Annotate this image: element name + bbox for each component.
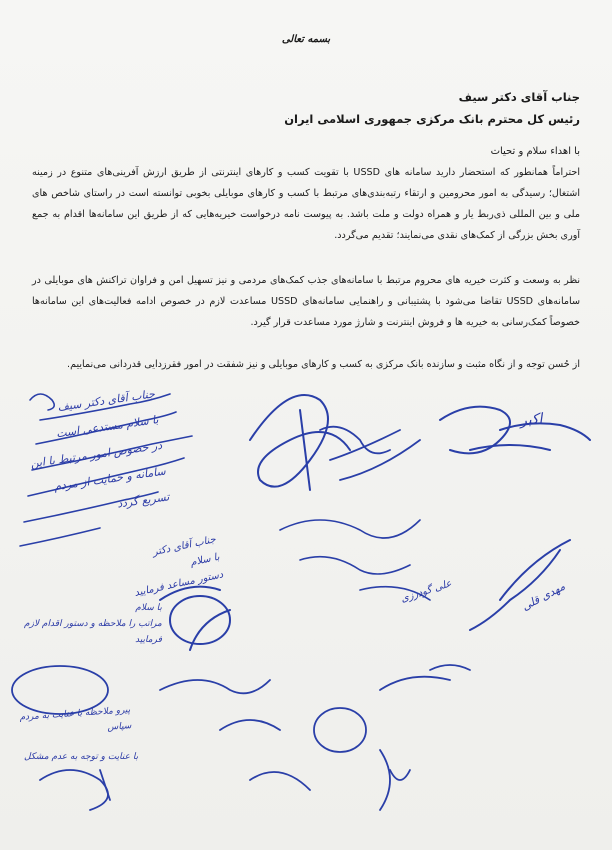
handwritten-note-bottom-left-1: [24, 600, 162, 648]
signature-top-right: [440, 407, 590, 454]
handwritten-note-bottom-left-3: [24, 752, 138, 762]
handwritten-name-right-3: [519, 411, 543, 429]
greeting-line: با اهداء سلام و تحیات: [490, 146, 580, 157]
recipient-name: جناب آقای دکتر سیف: [458, 90, 580, 104]
handwritten-note-top-left-text: جناب آقای دکتر سیف با سلام مستدعی است در خصوص امور مرتبط با این سامانه و حمایت از مردم تسریع گردد: [29, 387, 171, 511]
handwritten-note-bottom-left-1-text: با سلام مراتب را ملاحظه و دستور اقدام لازم فرمایید: [24, 603, 162, 645]
signature-bottom-center: [160, 665, 470, 752]
signature-bottom-left: [40, 770, 110, 810]
handwritten-name-right-2-text: علی گودرزی: [399, 578, 454, 605]
body-paragraph-2: نظر به وسعت و کثرت خیریه های محروم مرتبط با سامانه‌های جذب کمک‌های مردمی و نیز تسهیل امن و فراوان تراکنش های موبایلی در سامانه‌های USSD تقاضا می‌شود با پشتیبانی و راهنمایی سامانه‌های USSD مساعدت لازم در خصوص ادامه فعالیت‌های این سامانه‌ها خصوصاً کمک‌رسانی به خیریه ها و فروش اینترنت و شارژ مورد مساعدت قرار گیرد.: [32, 275, 580, 328]
handwritten-name-right-1-text: مهدی قلی: [519, 579, 568, 614]
body-paragraph-3: از حُسن توجه و از نگاه مثبت و سازنده بانک مرکزی به کسب و کارهای موبایلی و نیز شفقت در امور فقرزدایی قدردانی می‌نماییم.: [67, 359, 580, 370]
handwritten-note-top-left: [22, 381, 171, 528]
handwritten-name-right-3-text: اکبر: [519, 410, 544, 430]
handwritten-note-bottom-left-2-text: پیرو ملاحظه با عنایت به مردم سپاس: [19, 705, 132, 733]
handwritten-note-bottom-left-3-text: با عنایت و توجه به عدم مشکل: [24, 752, 139, 762]
signature-bottom-right: [250, 750, 410, 810]
signature-loop-1: [250, 395, 350, 490]
recipient-title: رئیس کل محترم بانک مرکزی جمهوری اسلامی ایران: [284, 112, 580, 126]
handwritten-note-mid-left-text: جناب آقای دکتر با سلام دستور مساعد فرمایید: [133, 534, 225, 599]
signature-2: [320, 427, 420, 480]
signature-oval-left: [160, 587, 230, 650]
bismillah-header: بسمه تعالی: [281, 34, 331, 45]
signature-center: [280, 520, 430, 600]
body-paragraph-1: احتراماً همانطور که استحضار دارید سامانه های USSD با تقویت کسب و کارهای اینترنتی از طریق ارزش آفرینی‌های متنوع در زمینه اشتغال؛ رسیدگی به امور محرومین و ارتقاء رتبه‌بندی‌های مرتبط با کسب و کارهای موبایلی بخوبی توانسته است در راستای شاخص های ملی و بین المللی ذی‌ربط یار و همراه دولت و ملت باشد. به پیوست نامه درخواست خیریه‌هایی که از طریق این سامانه‌ها اقدام به جمع آوری بخش بزرگی از کمک‌های نقدی می‌نمایند؛ تقدیم می‌گردد.: [32, 167, 580, 241]
